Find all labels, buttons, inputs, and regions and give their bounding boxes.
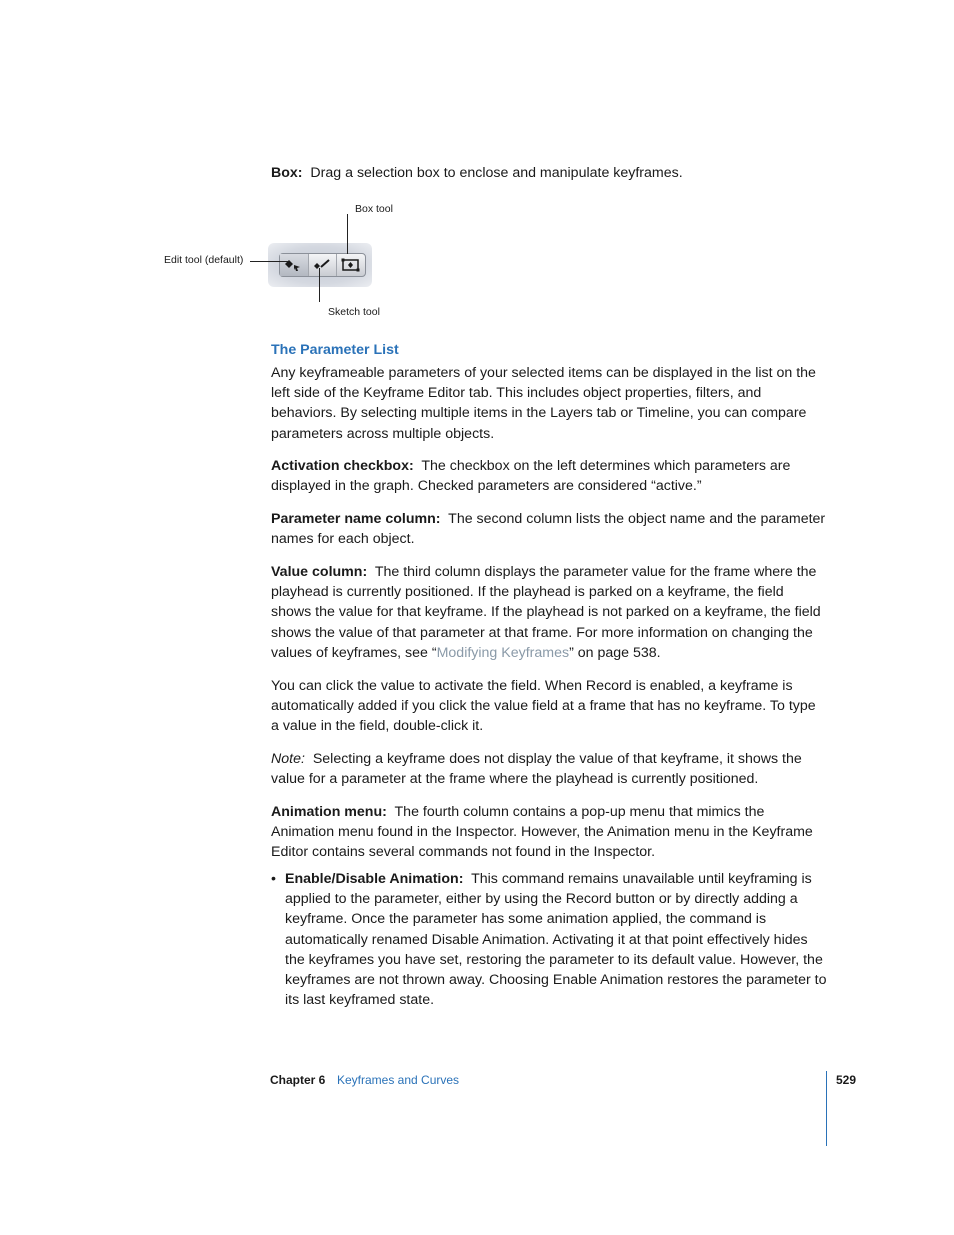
box-tool-callout: Box tool [355, 203, 393, 215]
page-number: 529 [836, 1073, 857, 1087]
value-column-paragraph [271, 562, 827, 663]
term-activation: Activation checkbox: [271, 458, 414, 474]
enable-disable-animation-item [285, 869, 827, 1010]
sketch-tool-leader-line [319, 268, 320, 302]
edit-tool-callout: Edit tool (default) [164, 254, 244, 266]
term-enable-disable: Enable/Disable Animation: [285, 871, 464, 887]
animation-menu-paragraph [271, 802, 827, 863]
section-intro: Any keyframeable parameters of your selected items can be displayed in the list on the left side of the Keyframe Editor tab. This includes object properties, filters, and behaviors. By selecting multiple items in the Layers tab or Timeline, you can compare parameters across multiple objects. [271, 365, 816, 442]
activation-text: The checkbox on the left determines which parameters are displayed in the graph. Checked parameters are considered “active.” [271, 458, 791, 495]
note-paragraph [271, 749, 827, 789]
click-value-paragraph: You can click the value to activate the field. When Record is enabled, a keyframe is automatically added if you click the value field at a frame that has no keyframe. To type a value in the field, double-click it. [271, 678, 816, 735]
value-column-after: ” on page 538. [569, 644, 661, 661]
keyframe-tool-strip [279, 253, 366, 277]
box-tool-leader-line [347, 214, 348, 254]
bullet-marker: • [271, 871, 276, 887]
edit-tool-leader-line [250, 261, 288, 262]
param-name-text: The second column lists the object name and the parameter names for each object. [271, 511, 826, 548]
sketch-tool-button[interactable] [309, 254, 338, 276]
box-tool-button[interactable] [337, 254, 365, 276]
note-text: Selecting a keyframe does not display the value of that keyframe, it shows the value for a parameter at the frame where the playhead is currently positioned. [271, 751, 802, 788]
edit-tool-button[interactable] [280, 254, 309, 276]
term-value-column: Value column: [271, 564, 368, 580]
animation-menu-text: The fourth column contains a pop-up menu that mimics the Animation menu found in the Inspector. However, the Animation menu in the Keyframe Editor contains several commands not found in the Inspector. [271, 804, 813, 861]
box-tool-icon [340, 257, 362, 273]
term-animation-menu: Animation menu: [271, 804, 387, 820]
activation-checkbox-paragraph [271, 456, 827, 496]
value-column-text: The third column displays the parameter value for the frame where the playhead is currently positioned. If the playhead is parked on a keyframe, the field shows the value for that keyframe. If the playhead is not parked on a keyframe, the field shows the value of that parameter at that frame. For more information on changing the values of keyframes, see “ [271, 564, 821, 661]
edit-tool-icon [283, 257, 305, 273]
box-tool-description [271, 163, 827, 183]
term-param-name: Parameter name column: [271, 511, 441, 527]
sketch-tool-callout: Sketch tool [328, 306, 380, 318]
footer-chapter: Chapter 6 [270, 1073, 326, 1087]
parameter-name-paragraph [271, 509, 827, 549]
box-tool-text: Drag a selection box to enclose and manipulate keyframes. [310, 165, 683, 181]
term-box: Box: [271, 165, 303, 181]
enable-disable-text: This command remains unavailable until keyframing is applied to the parameter, either by using the Record button or by directly adding a keyframe. Once the parameter has some animation applied, the command is automatically renamed Disable Animation. Activating it at that point effectively hides the keyframes you have set, restoring the parameter to its default value. However, the keyframes are not thrown away. Choosing Enable Animation restores the parameter to its last keyframed state. [285, 871, 827, 1009]
modifying-keyframes-link[interactable]: Modifying Keyframes [436, 644, 570, 661]
sketch-tool-icon [312, 257, 334, 273]
footer-chapter-title[interactable]: Keyframes and Curves [337, 1073, 460, 1087]
section-heading: The Parameter List [271, 342, 399, 358]
footer-divider [826, 1071, 827, 1146]
term-note: Note: [271, 751, 305, 767]
